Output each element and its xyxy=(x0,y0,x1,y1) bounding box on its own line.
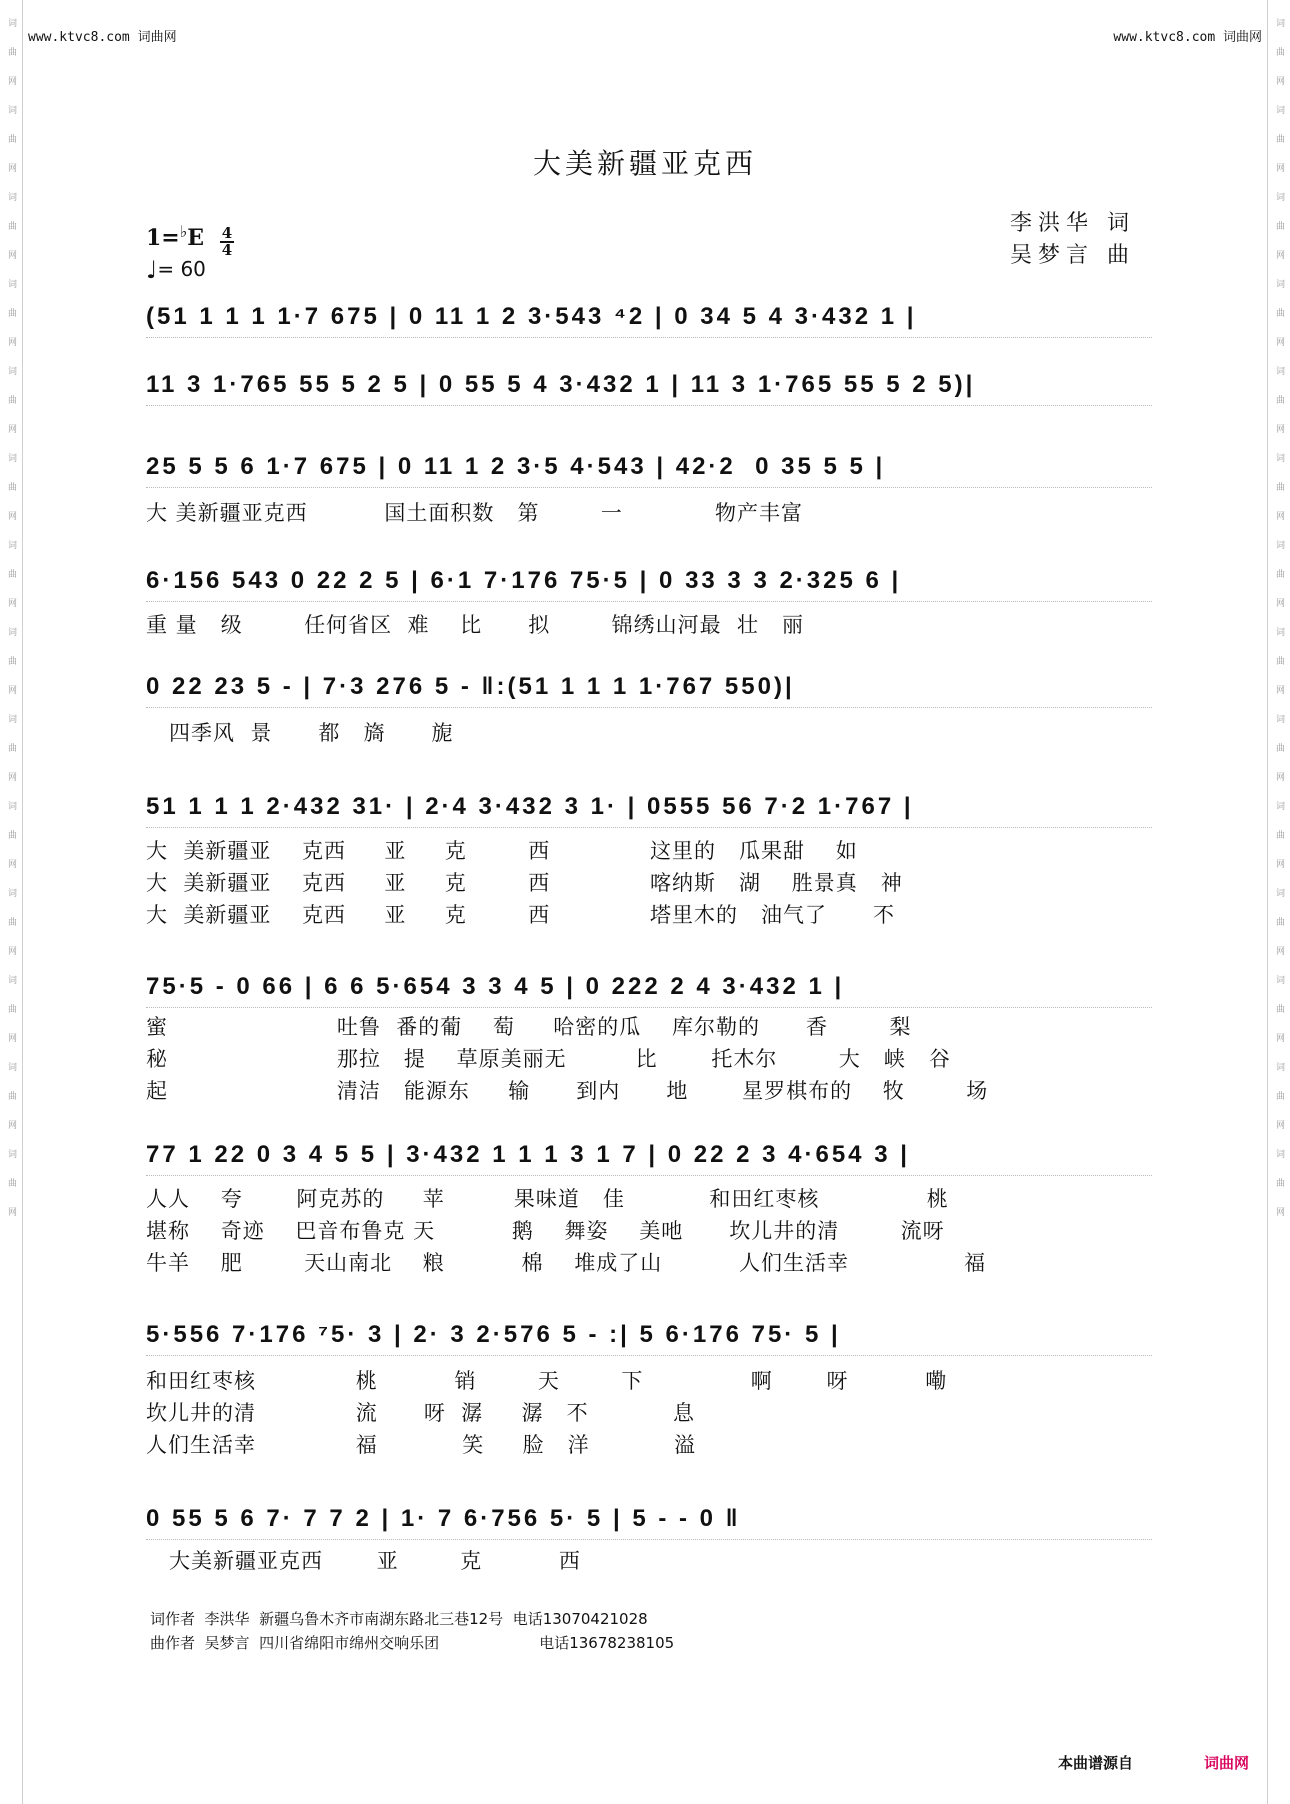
lyric-line-verse-2: 秘 那拉 提 草原美丽无 比 托木尔 大 峡 谷 xyxy=(146,1047,951,1071)
watermark-glyph: 网 xyxy=(6,163,16,174)
lyric-line: 大美新疆亚克西 亚 克 西 xyxy=(146,1549,581,1573)
watermark-glyph: 网 xyxy=(1274,1120,1284,1131)
lyric-line-verse-2: 堪称 奇迹 巴音布鲁克 天 鹅 舞姿 美吔 坎儿井的清 流呀 xyxy=(146,1219,945,1243)
lyric-line-verse-1: 人人 夸 阿克苏的 苹 果味道 佳 和田红枣核 桃 xyxy=(146,1187,949,1211)
watermark-glyph: 曲 xyxy=(1274,830,1284,841)
watermark-glyph: 词 xyxy=(6,1149,16,1160)
time-signature xyxy=(220,226,234,258)
watermark-glyph: 曲 xyxy=(1274,482,1284,493)
watermark-glyph: 曲 xyxy=(6,134,16,145)
watermark-glyph: 曲 xyxy=(1274,917,1284,928)
watermark-glyph: 网 xyxy=(6,424,16,435)
watermark-glyph: 词 xyxy=(1274,1062,1284,1073)
watermark-glyph: 网 xyxy=(1274,1207,1284,1218)
watermark-glyph: 词 xyxy=(6,18,16,29)
watermark-glyph: 网 xyxy=(1274,76,1284,87)
watermark-glyph: 曲 xyxy=(1274,395,1284,406)
watermark-glyph: 曲 xyxy=(6,830,16,841)
lyricist-contact-info: 词作者 李洪华 新疆乌鲁木齐市南湖东路北三巷12号 电话13070421028 xyxy=(150,1610,648,1628)
watermark-glyph: 网 xyxy=(1274,337,1284,348)
watermark-glyph: 曲 xyxy=(6,743,16,754)
watermark-glyph: 网 xyxy=(1274,685,1284,696)
time-signature-top: 4 xyxy=(221,224,233,242)
watermark-glyph: 词 xyxy=(6,105,16,116)
watermark-glyph: 曲 xyxy=(1274,1178,1284,1189)
watermark-glyph: 网 xyxy=(1274,859,1284,870)
watermark-glyph: 词 xyxy=(1274,540,1284,551)
watermark-glyph: 词 xyxy=(1274,1149,1284,1160)
notation-line: 25 5 5 6 1·7 675 | 0 11 1 2 3·5 4·543 | 42·2 0 35 5 5 | xyxy=(146,452,1152,496)
watermark-glyph: 网 xyxy=(1274,511,1284,522)
watermark-glyph: 词 xyxy=(1274,888,1284,899)
time-signature-bottom: 4 xyxy=(221,241,233,259)
key-note: E xyxy=(187,225,205,251)
watermark-glyph: 网 xyxy=(6,76,16,87)
watermark-glyph: 网 xyxy=(1274,1033,1284,1044)
watermark-glyph: 曲 xyxy=(6,47,16,58)
notation-line: 5·556 7·176 ⁷5· 3 | 2· 3 2·576 5 - :| 5 6·176 75· 5 | xyxy=(146,1320,1152,1364)
watermark-glyph: 词 xyxy=(1274,366,1284,377)
watermark-glyph: 词 xyxy=(6,453,16,464)
watermark-glyph: 词 xyxy=(1274,801,1284,812)
lyric-line-verse-3: 大 美新疆亚 克西 亚 克 西 塔里木的 油气了 不 xyxy=(146,903,896,927)
watermark-glyph: 词 xyxy=(1274,975,1284,986)
watermark-glyph: 词 xyxy=(6,366,16,377)
watermark-glyph: 网 xyxy=(6,946,16,957)
watermark-glyph: 词 xyxy=(6,975,16,986)
lyric-line: 四季风 景 都 旖 旎 xyxy=(146,721,454,745)
lyric-line-verse-1: 蜜 吐鲁 番的葡 萄 哈密的瓜 库尔勒的 香 梨 xyxy=(146,1015,912,1039)
watermark-glyph: 词 xyxy=(6,627,16,638)
source-site-link[interactable]: 词曲网 xyxy=(1204,1754,1250,1772)
watermark-glyph: 网 xyxy=(1274,424,1284,435)
notation-line: 6·156 543 0 22 2 5 | 6·1 7·176 75·5 | 0 33 3 3 2·325 6 | xyxy=(146,566,1152,610)
watermark-glyph: 网 xyxy=(6,250,16,261)
source-label: 本曲谱源自 xyxy=(1058,1754,1134,1772)
lyric-line-verse-2: 坎儿井的清 流 呀 潺 潺 不 息 xyxy=(146,1401,696,1425)
watermark-glyph: 曲 xyxy=(1274,221,1284,232)
watermark-glyph: 曲 xyxy=(6,569,16,580)
watermark-glyph: 网 xyxy=(6,511,16,522)
watermark-glyph: 曲 xyxy=(6,1091,16,1102)
song-title: 大美新疆亚克西 xyxy=(532,147,757,180)
watermark-glyph: 网 xyxy=(6,1120,16,1131)
tempo-marking xyxy=(146,256,206,284)
watermark-glyph: 词 xyxy=(6,714,16,725)
flat-symbol: ♭ xyxy=(179,222,188,241)
lyric-line-verse-2: 大 美新疆亚 克西 亚 克 西 喀纳斯 湖 胜景真 神 xyxy=(146,871,903,895)
header-website-right[interactable]: www.ktvc8.com 词曲网 xyxy=(1113,30,1262,45)
quarter-note-icon: ♩ xyxy=(146,256,158,284)
watermark-glyph: 词 xyxy=(6,540,16,551)
watermark-glyph: 网 xyxy=(6,772,16,783)
watermark-glyph: 词 xyxy=(1274,192,1284,203)
watermark-glyph: 曲 xyxy=(6,395,16,406)
watermark-glyph: 词 xyxy=(1274,18,1284,29)
right-watermark-strip xyxy=(1267,0,1290,1804)
watermark-glyph: 曲 xyxy=(1274,47,1284,58)
watermark-glyph: 曲 xyxy=(1274,308,1284,319)
lyric-line: 大 美新疆亚克西 国土面积数 第 一 物产丰富 xyxy=(146,501,803,525)
lyric-line-verse-3: 牛羊 肥 天山南北 粮 棉 堆成了山 人们生活幸 福 xyxy=(146,1251,987,1275)
watermark-glyph: 词 xyxy=(6,279,16,290)
watermark-glyph: 曲 xyxy=(6,1004,16,1015)
watermark-glyph: 网 xyxy=(1274,598,1284,609)
tempo-value: = 60 xyxy=(157,257,206,281)
watermark-glyph: 网 xyxy=(6,859,16,870)
lyric-line-verse-1: 和田红枣核 桃 销 天 下 啊 呀 嘞 xyxy=(146,1369,948,1393)
watermark-glyph: 词 xyxy=(6,1062,16,1073)
left-watermark-strip xyxy=(0,0,23,1804)
watermark-glyph: 网 xyxy=(1274,772,1284,783)
watermark-glyph: 词 xyxy=(1274,714,1284,725)
watermark-glyph: 词 xyxy=(1274,279,1284,290)
watermark-glyph: 曲 xyxy=(6,656,16,667)
composer-credit: 吴梦言 曲 xyxy=(1010,243,1135,268)
watermark-glyph: 网 xyxy=(6,685,16,696)
watermark-glyph: 网 xyxy=(1274,163,1284,174)
watermark-glyph: 曲 xyxy=(1274,134,1284,145)
lyric-line-verse-1: 大 美新疆亚 克西 亚 克 西 这里的 瓜果甜 如 xyxy=(146,839,858,863)
lyric-line-verse-3: 起 清洁 能源东 输 到内 地 星罗棋布的 牧 场 xyxy=(146,1079,989,1103)
watermark-glyph: 词 xyxy=(1274,453,1284,464)
watermark-glyph: 网 xyxy=(6,598,16,609)
notation-line: 75·5 - 0 66 | 6 6 5·654 3 3 4 5 | 0 222 2 4 3·432 1 | xyxy=(146,972,1152,1016)
watermark-glyph: 网 xyxy=(1274,946,1284,957)
watermark-glyph: 曲 xyxy=(6,482,16,493)
watermark-glyph: 曲 xyxy=(6,221,16,232)
watermark-glyph: 曲 xyxy=(1274,656,1284,667)
lyric-line: 重 量 级 任何省区 难 比 拟 锦绣山河最 壮 丽 xyxy=(146,613,804,637)
watermark-glyph: 曲 xyxy=(6,1178,16,1189)
watermark-glyph: 词 xyxy=(1274,105,1284,116)
notation-line: 0 55 5 6 7· 7 7 2 | 1· 7 6·756 5· 5 | 5 - - 0 ‖ xyxy=(146,1504,1152,1548)
watermark-glyph: 词 xyxy=(6,888,16,899)
lyric-line-verse-3: 人们生活幸 福 笑 脸 洋 溢 xyxy=(146,1433,697,1457)
watermark-glyph: 曲 xyxy=(1274,743,1284,754)
watermark-glyph: 曲 xyxy=(1274,1091,1284,1102)
notation-line: 11 3 1·765 55 5 2 5 | 0 55 5 4 3·432 1 | 11 3 1·765 55 5 2 5)| xyxy=(146,370,1152,414)
lyricist-credit: 李洪华 词 xyxy=(1010,211,1135,236)
watermark-glyph: 词 xyxy=(1274,627,1284,638)
watermark-glyph: 曲 xyxy=(6,917,16,928)
watermark-glyph: 网 xyxy=(6,1207,16,1218)
notation-line: 0 22 23 5 - | 7·3 276 5 - ‖:(51 1 1 1 1·767 550)| xyxy=(146,672,1152,716)
notation-line: 77 1 22 0 3 4 5 5 | 3·432 1 1 1 3 1 7 | 0 22 2 3 4·654 3 | xyxy=(146,1140,1152,1184)
watermark-glyph: 曲 xyxy=(6,308,16,319)
watermark-glyph: 词 xyxy=(6,192,16,203)
notation-line: (51 1 1 1 1·7 675 | 0 11 1 2 3·543 ⁴2 | 0 34 5 4 3·432 1 | xyxy=(146,302,1152,346)
watermark-glyph: 曲 xyxy=(1274,1004,1284,1015)
composer-contact-info: 曲作者 吴梦言 四川省绵阳市绵州交响乐团 电话13678238105 xyxy=(150,1634,675,1652)
key-prefix: 1= xyxy=(146,225,180,251)
watermark-glyph: 网 xyxy=(1274,250,1284,261)
watermark-glyph: 网 xyxy=(6,1033,16,1044)
watermark-glyph: 网 xyxy=(6,337,16,348)
key-signature xyxy=(146,222,234,258)
watermark-glyph: 曲 xyxy=(1274,569,1284,580)
notation-line: 51 1 1 1 2·432 31· | 2·4 3·432 3 1· | 0555 56 7·2 1·767 | xyxy=(146,792,1152,836)
watermark-glyph: 词 xyxy=(6,801,16,812)
header-website-left[interactable]: www.ktvc8.com 词曲网 xyxy=(28,30,177,45)
